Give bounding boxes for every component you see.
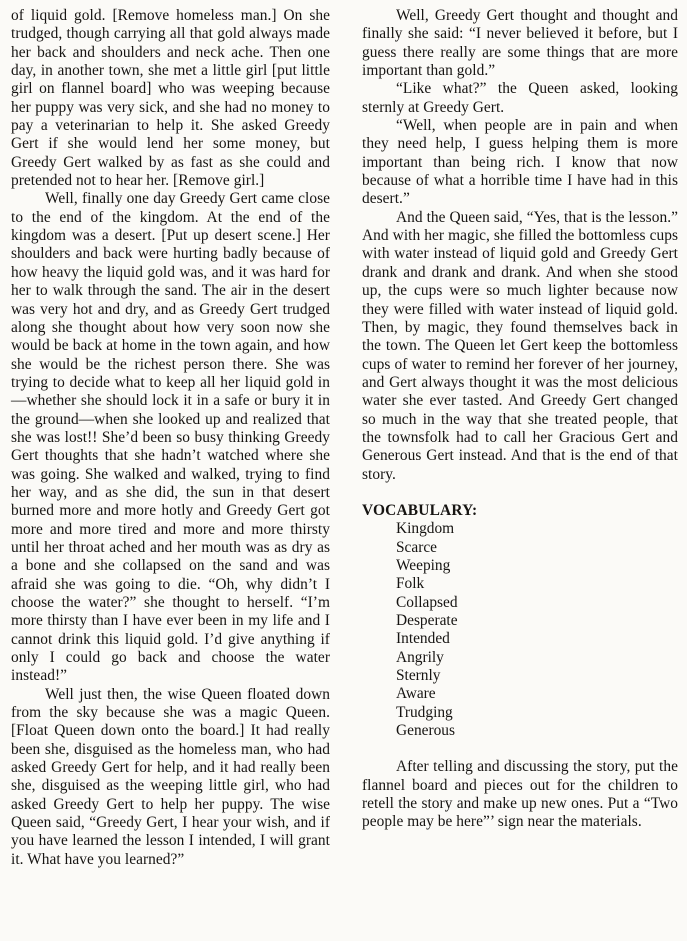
vocabulary-word: Folk [396, 575, 425, 593]
story-paragraph: “Like what?” the Queen asked, looking sternly at Greedy Gert. [362, 80, 678, 116]
story-paragraph: of liquid gold. [Remove homeless man.] On she trudged, though carrying all that gold always made her back and shoulders and neck ache. Then one day, in another town, she met a little girl [put little girl on flannel board] who was weeping because her puppy was very sick, and she had no money to pay a veterinarian to help it. She asked Greedy Gert if she would lend her some money, but Greedy Gert walked by as fast as she could and pretended not to hear her. [Remove girl.] [11, 7, 330, 190]
vocabulary-word: Weeping [396, 556, 451, 574]
vocabulary-word: Trudging [396, 703, 453, 721]
right-text-column [362, 7, 678, 941]
vocabulary-word: Kingdom [396, 520, 455, 538]
vocabulary-list [362, 520, 678, 740]
vocabulary-word: Scarce [396, 538, 438, 556]
vocabulary-word: Generous [396, 722, 455, 740]
story-paragraph: Well just then, the wise Queen floated down from the sky because she was a magic Queen. [Float Queen down onto the board.] It had really been she, disguised as the homeless man, who had asked Greedy Gert for help, and it had really been she, disguised as the weeping little girl, who had asked Greedy Gert to help her puppy. The wise Queen said, “Greedy Gert, I hear your wish, and if you have learned the lesson I intended, I will grant it. What have you learned?” [11, 685, 330, 868]
left-text-column [11, 7, 330, 941]
story-paragraph: Well, finally one day Greedy Gert came close to the end of the kingdom. At the end of the kingdom was a desert. [Put up desert scene.] Her shoulders and back were hurting badly because of how heavy the liquid gold was, and it was hard for her to walk through the sand. The air in the desert was very hot and dry, and as Greedy Gert trudged along she thought about how very soon now she would be back at home in the town again, and how she would be the richest person there. She was trying to decide what to keep all her liquid gold in—whether she should lock it in a safe or bury it in the ground—when she looked up and realized that she was lost!! She’d been so busy thinking Greedy Gert thoughts that she hadn’t watched where she was going. She walked and walked, trying to find her way, and as she did, the sun in that desert burned more and more hotly and Greedy Gert got more and more tired and more and more thirsty until her throat ached and her mouth was as dry as a bone and she collapsed on the sand and was afraid she was going to die. “Oh, why didn’t I choose the water?” she thought to herself. “I’m more thirsty than I have ever been in my life and I cannot drink this liquid gold. I’d give anything if only I could go back and choose the water instead!” [11, 190, 330, 685]
vocabulary-word: Desperate [396, 612, 458, 629]
vocabulary-word: Sternly [396, 667, 441, 685]
vocabulary-word: Intended [396, 630, 450, 648]
vocabulary-word: Collapsed [396, 593, 458, 611]
story-paragraph: “Well, when people are in pain and when they need help, I guess helping them is more important than being rich. I know that now because of what a horrible time I have had in this desert.” [362, 117, 678, 208]
vocabulary-heading: VOCABULARY: [362, 501, 478, 519]
vocabulary-word: Angrily [396, 648, 444, 666]
story-paragraph: Well, Greedy Gert thought and thought and finally she said: “I never believed it before, but I guess there really are some things that are more important than gold.” [362, 7, 678, 80]
story-paragraph: And the Queen said, “Yes, that is the lesson.” And with her magic, she filled the bottomless cups with water instead of liquid gold and Greedy Gert drank and drank and drank. And when she stood up, the cups were so much lighter because now they were filled with water instead of liquid gold. Then, by magic, they found themselves back in the town. The Queen let Gert keep the bottomless cups of water to remind her forever of her journey, and Gert always thought it was the most delicious water she ever tasted. And Greedy Gert changed so much in the way that she treated people, that the townsfolk had to call her Gracious Gert and Generous Gert instead. And that is the end of that story. [362, 208, 678, 483]
vocabulary-word: Aware [396, 685, 436, 703]
closing-paragraph: After telling and discussing the story, put the flannel board and pieces out for the children to retell the story and make up new ones. Put a “Two people may be here”’ sign near the materials. [362, 758, 678, 831]
